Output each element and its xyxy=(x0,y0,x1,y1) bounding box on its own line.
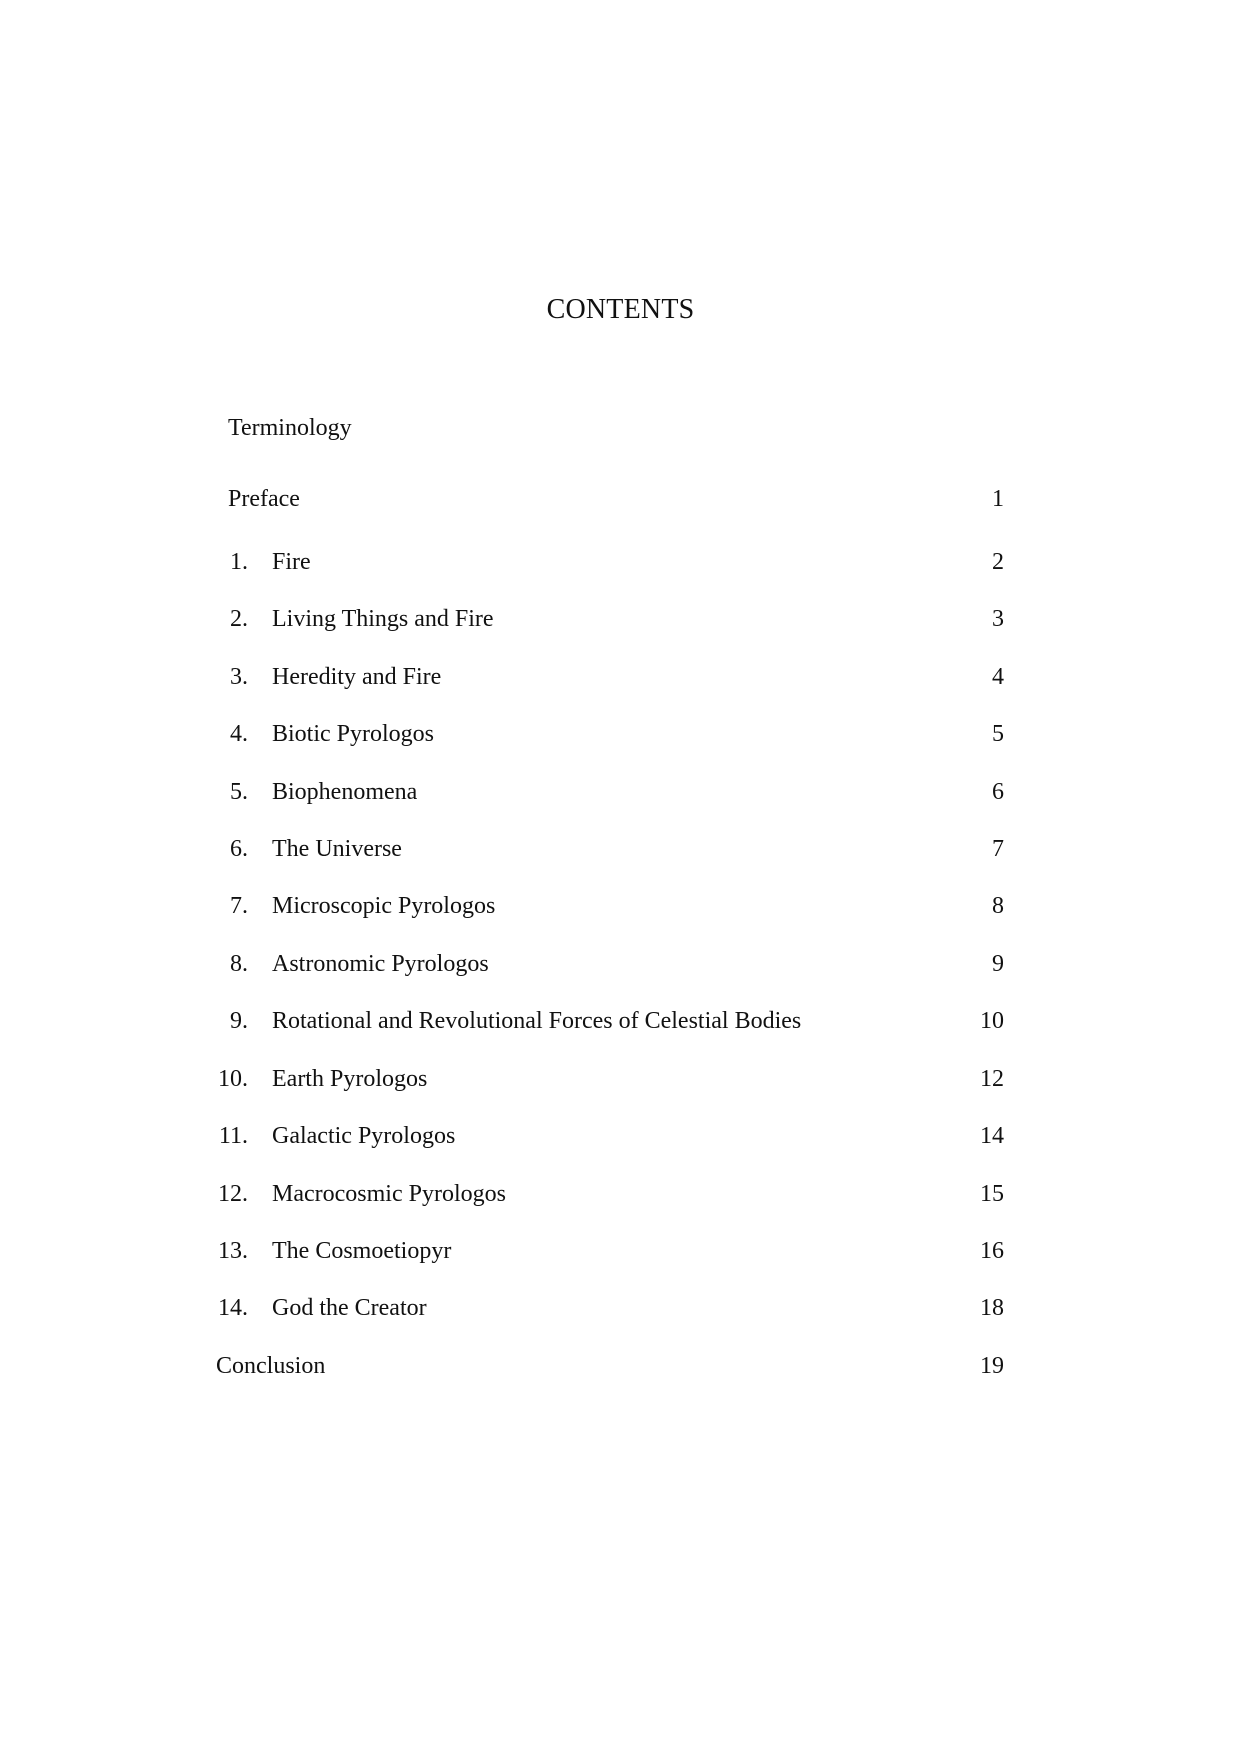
toc-entry-number: 13. xyxy=(218,1238,248,1264)
toc-entry-chapter-11[interactable] xyxy=(0,1119,1241,1153)
toc-entry-number: 12. xyxy=(218,1181,248,1207)
toc-entry-preface[interactable] xyxy=(0,482,1241,516)
toc-entry-chapter-8[interactable] xyxy=(0,947,1241,981)
toc-entry-page: 12 xyxy=(980,1066,1004,1092)
toc-entry-number: 10. xyxy=(218,1066,248,1092)
toc-entry-terminology[interactable] xyxy=(0,411,1241,445)
toc-entry-chapter-6[interactable] xyxy=(0,832,1241,866)
toc-entry-page: 4 xyxy=(992,664,1004,690)
toc-entry-label: Terminology xyxy=(228,415,352,441)
toc-entry-number: 7. xyxy=(230,893,248,919)
toc-entry-chapter-10[interactable] xyxy=(0,1062,1241,1096)
toc-entry-label: Astronomic Pyrologos xyxy=(272,951,489,977)
toc-entry-label: The Cosmoetiopyr xyxy=(272,1238,452,1264)
toc-entry-number: 4. xyxy=(230,721,248,747)
toc-entry-label: Earth Pyrologos xyxy=(272,1066,428,1092)
toc-entry-page: 6 xyxy=(992,779,1004,805)
toc-entry-chapter-5[interactable] xyxy=(0,775,1241,809)
toc-entry-label: Macrocosmic Pyrologos xyxy=(272,1181,506,1207)
toc-entry-chapter-12[interactable] xyxy=(0,1177,1241,1211)
toc-entry-chapter-3[interactable] xyxy=(0,660,1241,694)
toc-entry-page: 9 xyxy=(992,951,1004,977)
toc-entry-page: 1 xyxy=(992,486,1004,512)
toc-entry-page: 16 xyxy=(980,1238,1004,1264)
toc-entry-number: 6. xyxy=(230,836,248,862)
toc-entry-chapter-13[interactable] xyxy=(0,1234,1241,1268)
toc-entry-page: 5 xyxy=(992,721,1004,747)
toc-entry-number: 5. xyxy=(230,779,248,805)
toc-entry-page: 2 xyxy=(992,549,1004,575)
toc-entry-chapter-14[interactable] xyxy=(0,1291,1241,1325)
toc-entry-number: 11. xyxy=(218,1123,248,1149)
toc-entry-chapter-7[interactable] xyxy=(0,889,1241,923)
toc-entry-label: Living Things and Fire xyxy=(272,606,494,632)
toc-entry-chapter-4[interactable] xyxy=(0,717,1241,751)
toc-entry-label: Biotic Pyrologos xyxy=(272,721,435,747)
toc-entry-chapter-1[interactable] xyxy=(0,545,1241,579)
toc-entry-page: 7 xyxy=(992,836,1004,862)
toc-entry-page: 15 xyxy=(980,1181,1004,1207)
toc-entry-number: 1. xyxy=(230,549,248,575)
toc-entry-label: Rotational and Revolutional Forces of Celestial Bodies xyxy=(272,1008,802,1034)
toc-entry-conclusion[interactable] xyxy=(0,1349,1241,1383)
toc-entry-label: Galactic Pyrologos xyxy=(272,1123,456,1149)
toc-entry-number: 9. xyxy=(230,1008,248,1034)
toc-entry-number: 14. xyxy=(218,1295,248,1321)
contents-heading: CONTENTS xyxy=(546,294,695,325)
toc-entry-page: 3 xyxy=(992,606,1004,632)
toc-entry-label: Preface xyxy=(228,486,300,512)
toc-entry-label: Biophenomena xyxy=(272,779,418,805)
toc-entry-number: 2. xyxy=(230,606,248,632)
toc-entry-page: 19 xyxy=(980,1353,1004,1379)
toc-entry-number: 3. xyxy=(230,664,248,690)
toc-entry-page: 14 xyxy=(980,1123,1004,1149)
toc-entry-label: Conclusion xyxy=(216,1353,326,1379)
toc-entry-number: 8. xyxy=(230,951,248,977)
toc-entry-label: Heredity and Fire xyxy=(272,664,442,690)
toc-entry-chapter-2[interactable] xyxy=(0,602,1241,636)
toc-entry-label: The Universe xyxy=(272,836,402,862)
toc-entry-page: 18 xyxy=(980,1295,1004,1321)
toc-entry-label: Fire xyxy=(272,549,311,575)
toc-entry-label: God the Creator xyxy=(272,1295,427,1321)
toc-entry-page: 10 xyxy=(980,1008,1004,1034)
toc-entry-page: 8 xyxy=(992,893,1004,919)
toc-entry-label: Microscopic Pyrologos xyxy=(272,893,496,919)
toc-entry-chapter-9[interactable] xyxy=(0,1004,1241,1038)
